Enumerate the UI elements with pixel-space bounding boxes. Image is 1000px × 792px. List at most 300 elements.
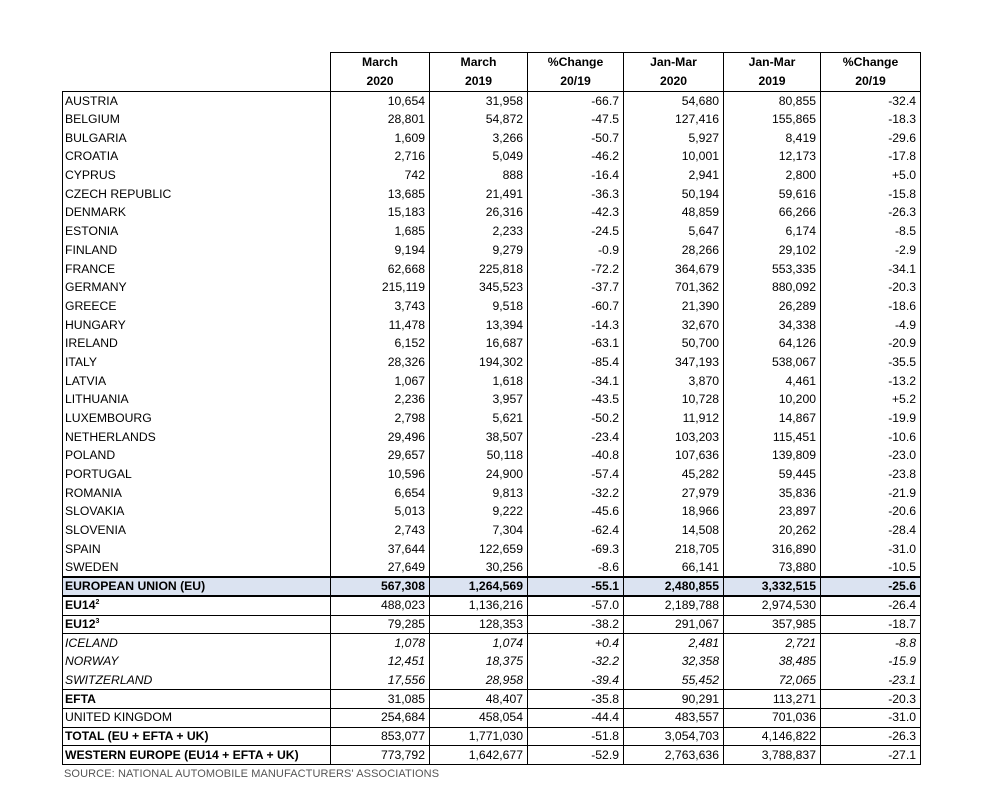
row-label-text: POLAND bbox=[65, 448, 116, 463]
value-cell: -35.8 bbox=[528, 690, 624, 709]
value-cell: -23.4 bbox=[528, 428, 624, 447]
value-cell: 701,036 bbox=[724, 709, 821, 728]
row-label bbox=[63, 503, 331, 522]
value-cell: 2,763,636 bbox=[624, 746, 724, 765]
row-label bbox=[63, 129, 331, 148]
value-cell: 5,647 bbox=[624, 222, 724, 241]
table-row bbox=[63, 241, 921, 260]
value-cell: 357,985 bbox=[724, 615, 821, 634]
value-cell: 8,419 bbox=[724, 129, 821, 148]
value-cell: -27.1 bbox=[821, 746, 921, 765]
value-cell: -24.5 bbox=[528, 222, 624, 241]
value-cell: 4,146,822 bbox=[724, 727, 821, 746]
row-label bbox=[63, 297, 331, 316]
row-label-text: PORTUGAL bbox=[65, 467, 132, 482]
row-label-text: NORWAY bbox=[65, 654, 119, 669]
value-cell: 12,173 bbox=[724, 148, 821, 167]
value-cell: -8.6 bbox=[528, 559, 624, 578]
table-row bbox=[63, 92, 921, 111]
value-cell: 27,649 bbox=[331, 559, 430, 578]
row-label-text: NETHERLANDS bbox=[65, 429, 156, 444]
value-cell: 21,390 bbox=[624, 297, 724, 316]
value-cell: 5,049 bbox=[430, 148, 528, 167]
value-cell: -39.4 bbox=[528, 671, 624, 690]
value-cell: 18,966 bbox=[624, 503, 724, 522]
value-cell: 21,491 bbox=[430, 185, 528, 204]
value-cell: 59,445 bbox=[724, 465, 821, 484]
table-body bbox=[63, 92, 921, 765]
value-cell: 1,609 bbox=[331, 129, 430, 148]
table-row bbox=[63, 297, 921, 316]
value-cell: -57.0 bbox=[528, 596, 624, 615]
value-cell: 4,461 bbox=[724, 372, 821, 391]
value-cell: -32.2 bbox=[528, 484, 624, 503]
value-cell: -20.3 bbox=[821, 690, 921, 709]
value-cell: -17.8 bbox=[821, 148, 921, 167]
value-cell: -2.9 bbox=[821, 241, 921, 260]
row-label bbox=[63, 559, 331, 578]
row-label-text: FRANCE bbox=[65, 261, 116, 276]
row-label-text: BULGARIA bbox=[65, 130, 127, 145]
value-cell: -32.4 bbox=[821, 92, 921, 111]
value-cell: -20.9 bbox=[821, 334, 921, 353]
value-cell: 32,670 bbox=[624, 316, 724, 335]
value-cell: -18.6 bbox=[821, 297, 921, 316]
table-row bbox=[63, 391, 921, 410]
value-cell: 26,289 bbox=[724, 297, 821, 316]
row-label-text: ITALY bbox=[65, 354, 98, 369]
row-label-text: CYPRUS bbox=[65, 168, 116, 183]
value-cell: 5,927 bbox=[624, 129, 724, 148]
value-cell: 742 bbox=[331, 166, 430, 185]
header-corner-2 bbox=[63, 72, 331, 92]
row-label-text: LITHUANIA bbox=[65, 392, 129, 407]
value-cell: 45,282 bbox=[624, 465, 724, 484]
value-cell: 9,194 bbox=[331, 241, 430, 260]
row-label bbox=[63, 652, 331, 671]
value-cell: 48,859 bbox=[624, 204, 724, 223]
value-cell: 17,556 bbox=[331, 671, 430, 690]
value-cell: -51.8 bbox=[528, 727, 624, 746]
row-label-text: LATVIA bbox=[65, 373, 107, 388]
value-cell: 6,654 bbox=[331, 484, 430, 503]
row-label bbox=[63, 316, 331, 335]
value-cell: 2,743 bbox=[331, 521, 430, 540]
value-cell: 66,266 bbox=[724, 204, 821, 223]
value-cell: 6,174 bbox=[724, 222, 821, 241]
value-cell: 14,508 bbox=[624, 521, 724, 540]
value-cell: 54,680 bbox=[624, 92, 724, 111]
value-cell: 3,743 bbox=[331, 297, 430, 316]
value-cell: 10,200 bbox=[724, 391, 821, 410]
value-cell: 2,721 bbox=[724, 634, 821, 653]
table-row bbox=[63, 559, 921, 578]
value-cell: 139,809 bbox=[724, 447, 821, 466]
value-cell: 347,193 bbox=[624, 353, 724, 372]
value-cell: 50,194 bbox=[624, 185, 724, 204]
row-label bbox=[63, 353, 331, 372]
value-cell: 2,233 bbox=[430, 222, 528, 241]
value-cell: 458,054 bbox=[430, 709, 528, 728]
row-label-text: EU14 bbox=[65, 598, 96, 613]
value-cell: 3,266 bbox=[430, 129, 528, 148]
value-cell: 2,189,788 bbox=[624, 596, 724, 615]
row-label bbox=[63, 260, 331, 279]
value-cell: 20,262 bbox=[724, 521, 821, 540]
value-cell: -25.6 bbox=[821, 577, 921, 596]
value-cell: -34.1 bbox=[528, 372, 624, 391]
value-cell: -36.3 bbox=[528, 185, 624, 204]
row-label-text: SLOVENIA bbox=[65, 523, 126, 538]
table-row bbox=[63, 204, 921, 223]
table-row bbox=[63, 709, 921, 728]
value-cell: 254,684 bbox=[331, 709, 430, 728]
value-cell: -35.5 bbox=[821, 353, 921, 372]
row-label-text: UNITED KINGDOM bbox=[65, 710, 172, 725]
row-label bbox=[63, 166, 331, 185]
value-cell: 194,302 bbox=[430, 353, 528, 372]
row-label bbox=[63, 372, 331, 391]
value-cell: +5.2 bbox=[821, 391, 921, 410]
value-cell: 79,285 bbox=[331, 615, 430, 634]
value-cell: 23,897 bbox=[724, 503, 821, 522]
row-label-text: WESTERN EUROPE (EU14 + EFTA + UK) bbox=[65, 747, 299, 762]
table-row bbox=[63, 577, 921, 596]
table-row bbox=[63, 746, 921, 765]
value-cell: 13,685 bbox=[331, 185, 430, 204]
value-cell: 155,865 bbox=[724, 110, 821, 129]
row-label bbox=[63, 241, 331, 260]
value-cell: 880,092 bbox=[724, 278, 821, 297]
value-cell: 2,481 bbox=[624, 634, 724, 653]
value-cell: 29,496 bbox=[331, 428, 430, 447]
value-cell: 128,353 bbox=[430, 615, 528, 634]
value-cell: 12,451 bbox=[331, 652, 430, 671]
table-row bbox=[63, 484, 921, 503]
value-cell: 30,256 bbox=[430, 559, 528, 578]
table-row bbox=[63, 222, 921, 241]
value-cell: -44.4 bbox=[528, 709, 624, 728]
value-cell: 32,358 bbox=[624, 652, 724, 671]
row-label-text: ROMANIA bbox=[65, 485, 122, 500]
value-cell: -26.4 bbox=[821, 596, 921, 615]
row-label-text: AUSTRIA bbox=[65, 93, 118, 108]
value-cell: 28,801 bbox=[331, 110, 430, 129]
value-cell: -15.9 bbox=[821, 652, 921, 671]
value-cell: -21.9 bbox=[821, 484, 921, 503]
value-cell: 59,616 bbox=[724, 185, 821, 204]
col-header-pct-change-month-line1: %Change bbox=[528, 53, 624, 73]
value-cell: 10,596 bbox=[331, 465, 430, 484]
value-cell: -42.3 bbox=[528, 204, 624, 223]
value-cell: 853,077 bbox=[331, 727, 430, 746]
value-cell: 9,222 bbox=[430, 503, 528, 522]
value-cell: 24,900 bbox=[430, 465, 528, 484]
value-cell: 1,771,030 bbox=[430, 727, 528, 746]
row-label bbox=[63, 222, 331, 241]
value-cell: -37.7 bbox=[528, 278, 624, 297]
row-label-text: GREECE bbox=[65, 298, 117, 313]
value-cell: -50.2 bbox=[528, 409, 624, 428]
value-cell: 10,654 bbox=[331, 92, 430, 111]
row-label bbox=[63, 92, 331, 111]
value-cell: -26.3 bbox=[821, 727, 921, 746]
value-cell: 2,941 bbox=[624, 166, 724, 185]
table-row bbox=[63, 278, 921, 297]
value-cell: 345,523 bbox=[430, 278, 528, 297]
value-cell: 3,870 bbox=[624, 372, 724, 391]
value-cell: 7,304 bbox=[430, 521, 528, 540]
value-cell: -32.2 bbox=[528, 652, 624, 671]
value-cell: 316,890 bbox=[724, 540, 821, 559]
value-cell: -47.5 bbox=[528, 110, 624, 129]
value-cell: 567,308 bbox=[331, 577, 430, 596]
value-cell: 34,338 bbox=[724, 316, 821, 335]
value-cell: 488,023 bbox=[331, 596, 430, 615]
table-row bbox=[63, 503, 921, 522]
table-row bbox=[63, 166, 921, 185]
value-cell: 215,119 bbox=[331, 278, 430, 297]
value-cell: -60.7 bbox=[528, 297, 624, 316]
value-cell: 553,335 bbox=[724, 260, 821, 279]
table-row bbox=[63, 615, 921, 634]
row-label bbox=[63, 110, 331, 129]
value-cell: 2,236 bbox=[331, 391, 430, 410]
value-cell: 73,880 bbox=[724, 559, 821, 578]
value-cell: -15.8 bbox=[821, 185, 921, 204]
value-cell: 72,065 bbox=[724, 671, 821, 690]
value-cell: -52.9 bbox=[528, 746, 624, 765]
value-cell: 888 bbox=[430, 166, 528, 185]
row-label-text: SLOVAKIA bbox=[65, 504, 125, 519]
value-cell: 13,394 bbox=[430, 316, 528, 335]
value-cell: 50,700 bbox=[624, 334, 724, 353]
row-label bbox=[63, 540, 331, 559]
table-row bbox=[63, 447, 921, 466]
value-cell: +5.0 bbox=[821, 166, 921, 185]
value-cell: 10,001 bbox=[624, 148, 724, 167]
value-cell: 16,687 bbox=[430, 334, 528, 353]
row-label-text: TOTAL (EU + EFTA + UK) bbox=[65, 729, 209, 744]
value-cell: 18,375 bbox=[430, 652, 528, 671]
col-header-march-2019-line2: 2019 bbox=[430, 72, 528, 92]
row-label bbox=[63, 596, 331, 615]
value-cell: 115,451 bbox=[724, 428, 821, 447]
value-cell: 3,957 bbox=[430, 391, 528, 410]
value-cell: 6,152 bbox=[331, 334, 430, 353]
value-cell: 107,636 bbox=[624, 447, 724, 466]
value-cell: 15,183 bbox=[331, 204, 430, 223]
value-cell: -66.7 bbox=[528, 92, 624, 111]
value-cell: 29,102 bbox=[724, 241, 821, 260]
value-cell: 113,271 bbox=[724, 690, 821, 709]
row-label-text: EFTA bbox=[65, 691, 96, 706]
col-header-march-2020-line1: March bbox=[331, 53, 430, 73]
value-cell: 122,659 bbox=[430, 540, 528, 559]
value-cell: 9,279 bbox=[430, 241, 528, 260]
table-row bbox=[63, 110, 921, 129]
row-label-text: DENMARK bbox=[65, 205, 126, 220]
value-cell: -10.6 bbox=[821, 428, 921, 447]
row-label bbox=[63, 391, 331, 410]
row-label-text: LUXEMBOURG bbox=[65, 411, 152, 426]
col-header-pct-change-ytd-line2: 20/19 bbox=[821, 72, 921, 92]
value-cell: 364,679 bbox=[624, 260, 724, 279]
col-header-janmar-2019-line1: Jan-Mar bbox=[724, 53, 821, 73]
row-label bbox=[63, 746, 331, 765]
row-label bbox=[63, 671, 331, 690]
value-cell: 64,126 bbox=[724, 334, 821, 353]
row-label-text: GERMANY bbox=[65, 280, 127, 295]
value-cell: 1,074 bbox=[430, 634, 528, 653]
value-cell: -26.3 bbox=[821, 204, 921, 223]
col-header-janmar-2020-line2: 2020 bbox=[624, 72, 724, 92]
value-cell: -72.2 bbox=[528, 260, 624, 279]
row-label-text: SWEDEN bbox=[65, 560, 119, 575]
header-row-1 bbox=[63, 53, 921, 73]
value-cell: 50,118 bbox=[430, 447, 528, 466]
value-cell: -45.6 bbox=[528, 503, 624, 522]
table-row bbox=[63, 540, 921, 559]
row-label-text: SPAIN bbox=[65, 541, 101, 556]
value-cell: 27,979 bbox=[624, 484, 724, 503]
value-cell: -34.1 bbox=[821, 260, 921, 279]
value-cell: 9,518 bbox=[430, 297, 528, 316]
row-label-text: ESTONIA bbox=[65, 224, 119, 239]
col-header-janmar-2020-line1: Jan-Mar bbox=[624, 53, 724, 73]
row-label bbox=[63, 577, 331, 596]
row-label bbox=[63, 278, 331, 297]
row-label bbox=[63, 521, 331, 540]
table-row bbox=[63, 690, 921, 709]
table-row bbox=[63, 727, 921, 746]
row-label-text: ICELAND bbox=[65, 635, 118, 650]
value-cell: 2,480,855 bbox=[624, 577, 724, 596]
value-cell: 10,728 bbox=[624, 391, 724, 410]
value-cell: -28.4 bbox=[821, 521, 921, 540]
value-cell: 1,078 bbox=[331, 634, 430, 653]
value-cell: -14.3 bbox=[528, 316, 624, 335]
table-row bbox=[63, 428, 921, 447]
table-row bbox=[63, 596, 921, 615]
value-cell: 3,054,703 bbox=[624, 727, 724, 746]
value-cell: 2,974,530 bbox=[724, 596, 821, 615]
footnote-marker: 2 bbox=[95, 599, 100, 607]
value-cell: 90,291 bbox=[624, 690, 724, 709]
table-row bbox=[63, 129, 921, 148]
value-cell: 701,362 bbox=[624, 278, 724, 297]
col-header-march-2019-line1: March bbox=[430, 53, 528, 73]
value-cell: 773,792 bbox=[331, 746, 430, 765]
table-row bbox=[63, 185, 921, 204]
value-cell: -57.4 bbox=[528, 465, 624, 484]
table-row bbox=[63, 652, 921, 671]
value-cell: 291,067 bbox=[624, 615, 724, 634]
value-cell: -13.2 bbox=[821, 372, 921, 391]
value-cell: -19.9 bbox=[821, 409, 921, 428]
row-label-text: EU12 bbox=[65, 616, 96, 631]
table-row bbox=[63, 671, 921, 690]
value-cell: 28,266 bbox=[624, 241, 724, 260]
source-note: SOURCE: NATIONAL AUTOMOBILE MANUFACTURERS' ASSOCIATIONS bbox=[64, 768, 440, 780]
col-header-pct-change-month-line2: 20/19 bbox=[528, 72, 624, 92]
value-cell: -40.8 bbox=[528, 447, 624, 466]
value-cell: 38,507 bbox=[430, 428, 528, 447]
value-cell: 3,788,837 bbox=[724, 746, 821, 765]
col-header-janmar-2019-line2: 2019 bbox=[724, 72, 821, 92]
value-cell: 55,452 bbox=[624, 671, 724, 690]
value-cell: 9,813 bbox=[430, 484, 528, 503]
value-cell: 1,067 bbox=[331, 372, 430, 391]
value-cell: -46.2 bbox=[528, 148, 624, 167]
row-label-text: CROATIA bbox=[65, 149, 119, 164]
value-cell: 127,416 bbox=[624, 110, 724, 129]
table-row bbox=[63, 353, 921, 372]
value-cell: 35,836 bbox=[724, 484, 821, 503]
value-cell: -55.1 bbox=[528, 577, 624, 596]
value-cell: -31.0 bbox=[821, 540, 921, 559]
value-cell: -23.1 bbox=[821, 671, 921, 690]
row-label bbox=[63, 428, 331, 447]
value-cell: 26,316 bbox=[430, 204, 528, 223]
table-row bbox=[63, 260, 921, 279]
value-cell: -62.4 bbox=[528, 521, 624, 540]
value-cell: 29,657 bbox=[331, 447, 430, 466]
value-cell: 2,716 bbox=[331, 148, 430, 167]
value-cell: 5,621 bbox=[430, 409, 528, 428]
value-cell: 218,705 bbox=[624, 540, 724, 559]
row-label bbox=[63, 727, 331, 746]
value-cell: -20.3 bbox=[821, 278, 921, 297]
value-cell: -10.5 bbox=[821, 559, 921, 578]
row-label-text: HUNGARY bbox=[65, 317, 126, 332]
value-cell: -23.8 bbox=[821, 465, 921, 484]
row-label-text: BELGIUM bbox=[65, 112, 120, 127]
value-cell: 3,332,515 bbox=[724, 577, 821, 596]
value-cell: 62,668 bbox=[331, 260, 430, 279]
value-cell: -38.2 bbox=[528, 615, 624, 634]
value-cell: -85.4 bbox=[528, 353, 624, 372]
value-cell: 31,958 bbox=[430, 92, 528, 111]
value-cell: 80,855 bbox=[724, 92, 821, 111]
value-cell: +0.4 bbox=[528, 634, 624, 653]
value-cell: 1,642,677 bbox=[430, 746, 528, 765]
value-cell: -29.6 bbox=[821, 129, 921, 148]
table-row bbox=[63, 334, 921, 353]
registrations-table bbox=[62, 52, 921, 765]
value-cell: 66,141 bbox=[624, 559, 724, 578]
row-label bbox=[63, 447, 331, 466]
value-cell: -16.4 bbox=[528, 166, 624, 185]
value-cell: 538,067 bbox=[724, 353, 821, 372]
value-cell: -18.3 bbox=[821, 110, 921, 129]
value-cell: 1,264,569 bbox=[430, 577, 528, 596]
row-label bbox=[63, 185, 331, 204]
header-corner bbox=[63, 53, 331, 73]
value-cell: 48,407 bbox=[430, 690, 528, 709]
value-cell: -8.5 bbox=[821, 222, 921, 241]
value-cell: 103,203 bbox=[624, 428, 724, 447]
table-row bbox=[63, 465, 921, 484]
row-label bbox=[63, 484, 331, 503]
row-label bbox=[63, 690, 331, 709]
value-cell: 225,818 bbox=[430, 260, 528, 279]
value-cell: 28,958 bbox=[430, 671, 528, 690]
table-row bbox=[63, 409, 921, 428]
row-label bbox=[63, 465, 331, 484]
table-row bbox=[63, 521, 921, 540]
value-cell: 1,136,216 bbox=[430, 596, 528, 615]
